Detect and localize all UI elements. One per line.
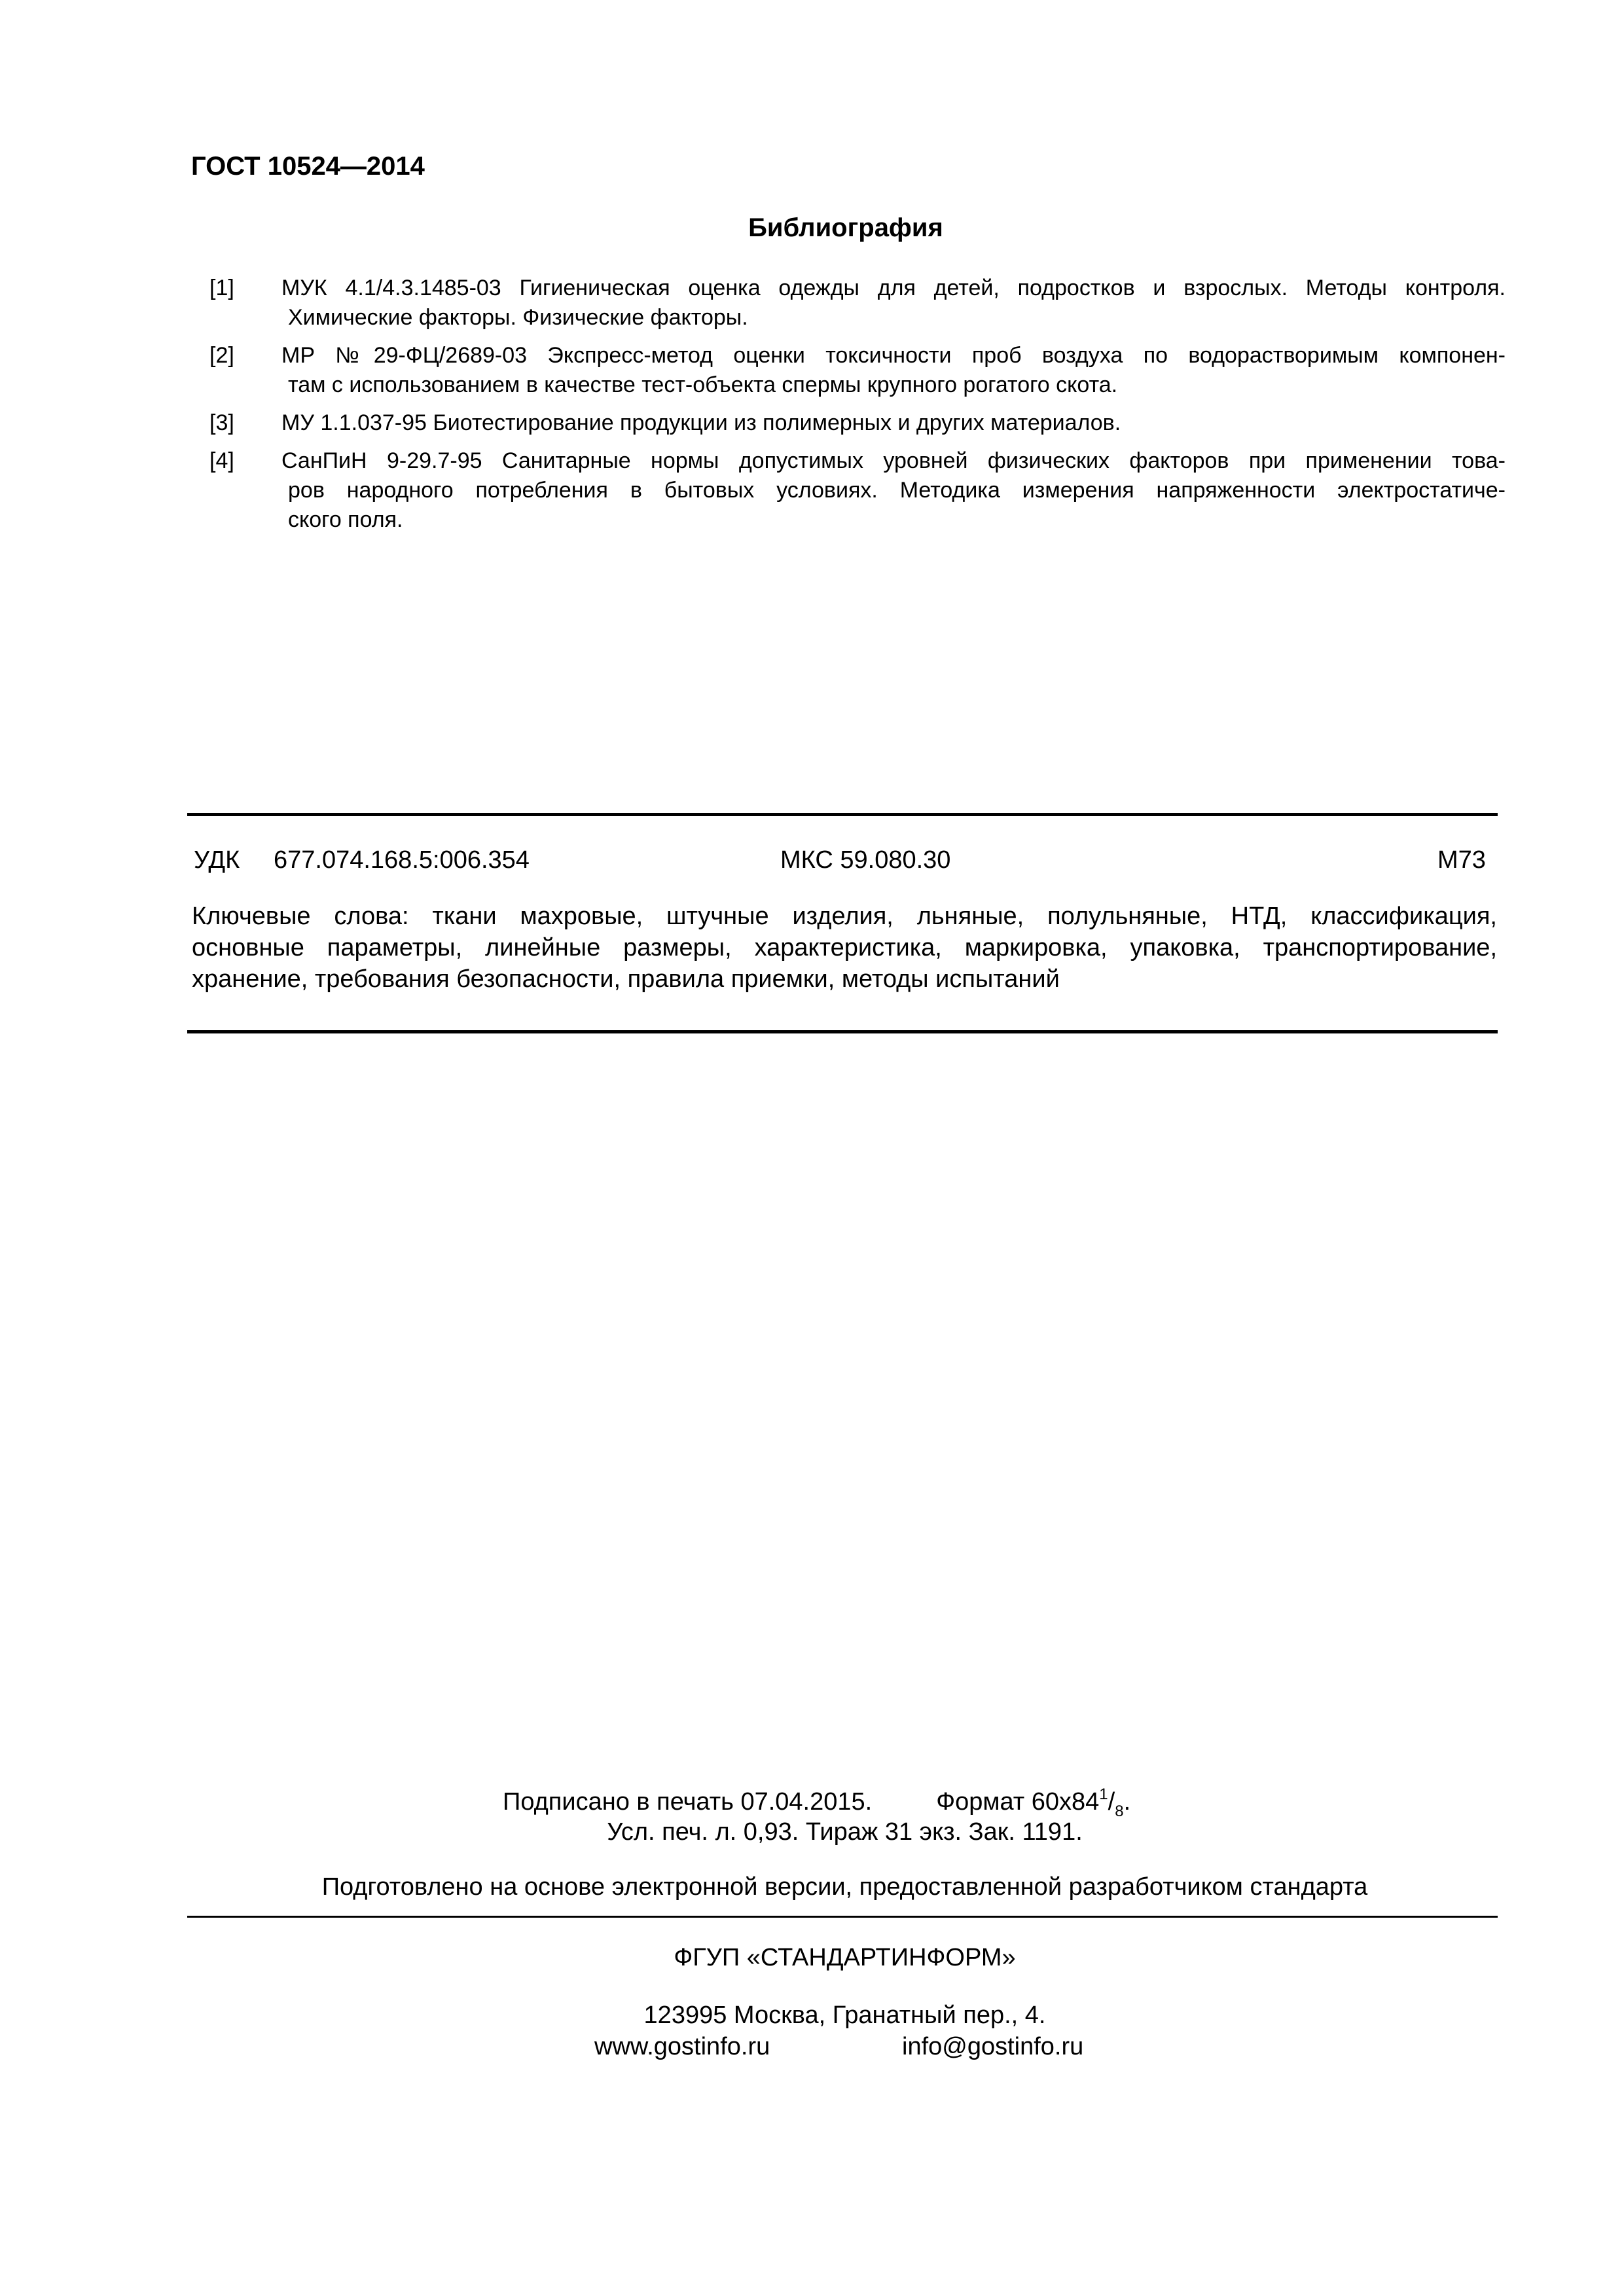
bibliography-title: Библиография [748,213,943,242]
entry-text [281,274,1506,332]
email-link[interactable]: info@gostinfo.ru [902,2033,1084,2060]
entry-text-line: СанПиН 9-29.7-95 Санитарные нормы допустимых уровней физических факторов при применении това- [281,448,1506,473]
keywords-line: хранение, требования безопасности, правила приемки, методы испытаний [192,965,1060,993]
format-numerator: 1 [1099,1785,1108,1803]
entry-text-line: МУК 4.1/4.3.1485-03 Гигиеническая оценка одежды для детей, подростков и взрослых. Методы контроля. [281,276,1506,300]
entry-text-line: МР №29-ФЦ/2689-03 Экспресс-метод оценки токсичности проб воздуха по водорастворимым компонен- [281,343,1506,368]
entry-text-line: ского поля. [288,507,403,532]
entry-text [281,341,1506,400]
format-denominator: 8 [1115,1803,1124,1820]
signed-date: Подписано в печать 07.04.2015. [503,1788,873,1816]
format-label: Формат 60x84 [936,1788,1100,1816]
publisher-address: 123995 Москва, Гранатный пер., 4. [643,2001,1046,2029]
okstu-code: М73 [1437,846,1486,874]
standard-designation: ГОСТ 10524—2014 [191,152,425,181]
udk-value: 677.074.168.5:006.354 [274,846,530,874]
format-end: . [1123,1788,1131,1816]
entry-text [281,446,1506,535]
divider-bottom [187,1030,1498,1033]
entry-text [281,408,1506,438]
bibliography-entry [209,341,1506,400]
entry-text-line: там с использованием в качестве тест-объекта спермы крупного рогатого скота. [288,372,1118,397]
website-link[interactable]: www.gostinfo.ru [594,2033,770,2060]
entry-number: [2] [209,343,234,368]
bibliography-entry [209,274,1506,332]
entry-text-line: МУ 1.1.037-95 Биотестирование продукции из полимерных и других материалов. [281,410,1121,435]
imprint-print-details: Усл. печ. л. 0,93. Тираж 31 экз. Зак. 1191. [607,1818,1083,1846]
udk-label: УДК [194,846,240,874]
entry-number: [3] [209,410,234,435]
bibliography-entry [209,446,1506,535]
divider-top [187,813,1498,816]
keywords-line: Ключевые слова: ткани махровые, штучные изделия, льняные, полульняные, НТД, классификация, [192,903,1497,930]
mks-code: МКС 59.080.30 [780,846,951,874]
publisher-name: ФГУП «СТАНДАРТИНФОРМ» [674,1944,1016,1971]
divider-imprint [187,1916,1498,1918]
entry-text-line: ров народного потребления в бытовых условиях. Методика измерения напряженности электростатиче- [288,478,1506,503]
bibliography-list [209,274,1506,543]
keywords [192,901,1497,995]
entry-number: [4] [209,448,234,473]
imprint-signed-format: Подписано в печать 07.04.2015. Формат $60x84^1/_8$. [503,1785,1131,1820]
prepared-note: Подготовлено на основе электронной версии, предоставленной разработчиком стандарта [321,1873,1368,1901]
entry-number: [1] [209,276,234,300]
bibliography-entry [209,408,1506,438]
entry-text-line: Химические факторы. Физические факторы. [288,305,748,330]
keywords-line: основные параметры, линейные размеры, характеристика, маркировка, упаковка, транспортирование, [192,934,1497,961]
